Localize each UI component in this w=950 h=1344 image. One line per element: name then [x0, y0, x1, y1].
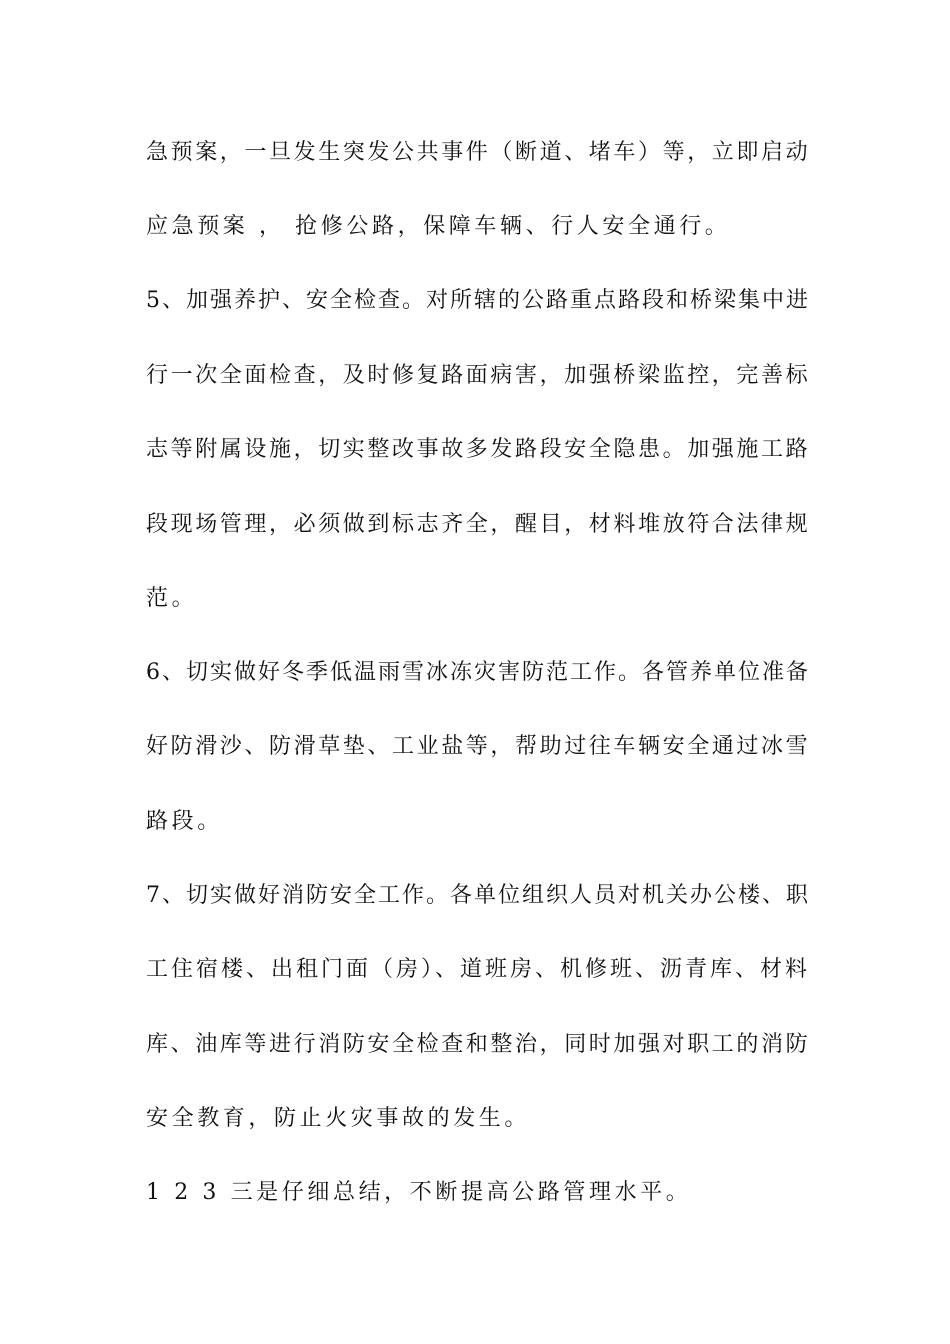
paragraph-5-start: 5、加强养护、安全检查。对所辖的公路重点路段和桥梁集中进 — [146, 288, 810, 313]
paragraph-7-start: 7、切实做好消防安全工作。各单位组织人员对机关办公楼、职 — [146, 883, 810, 908]
text-line: 应急预案 ， 抢修公路，保障车辆、行人安全通行。 — [146, 214, 731, 239]
text-line: 段现场管理，必须做到标志齐全，醒目，材料堆放符合法律规 — [146, 512, 810, 537]
section-heading: 1 2 3 三是仔细总结，不断提高公路管理水平。 — [146, 1180, 692, 1205]
text-line: 范。 — [146, 586, 198, 611]
text-line: 库、油库等进行消防安全检查和整治，同时加强对职工的消防 — [146, 1032, 810, 1057]
text-line: 安全教育，防止火灾事故的发生。 — [146, 1106, 531, 1131]
text-line: 路段。 — [146, 809, 223, 834]
paragraph-6-start: 6、切实做好冬季低温雨雪冰冻灾害防范工作。各管养单位准备 — [146, 660, 810, 685]
text-line: 工住宿楼、出租门面（房）、道班房、机修班、沥青库、材料 — [146, 957, 810, 982]
text-line: 行一次全面检查，及时修复路面病害，加强桥梁监控，完善标 — [146, 363, 810, 388]
text-line: 好防滑沙、防滑草垫、工业盐等，帮助过往车辆安全通过冰雪 — [146, 734, 810, 759]
text-line: 志等附属设施，切实整改事故多发路段安全隐患。加强施工路 — [146, 437, 810, 462]
text-line: 急预案，一旦发生突发公共事件（断道、堵车）等，立即启动 — [146, 140, 810, 165]
